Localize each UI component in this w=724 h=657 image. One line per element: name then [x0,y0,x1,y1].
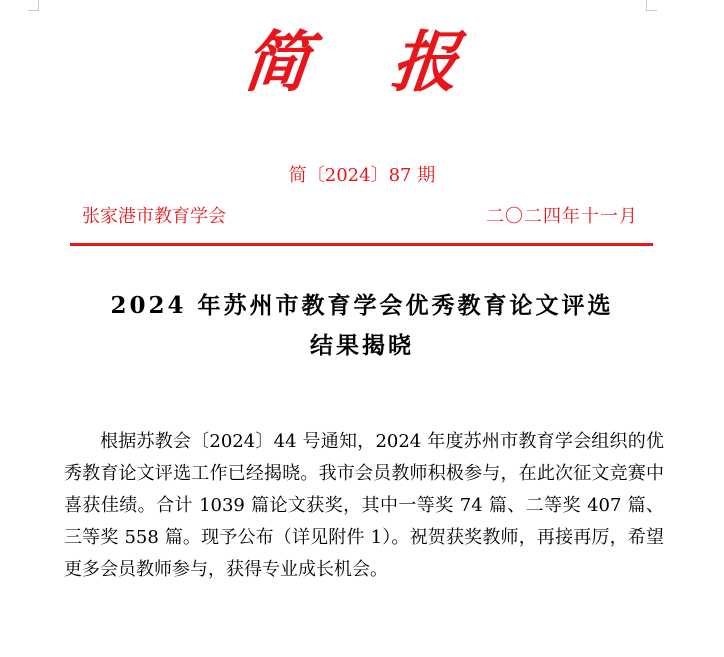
page-corner-mark-left [28,0,39,11]
article-title-line-1: 2024 年苏州市教育学会优秀教育论文评选 [110,292,614,319]
red-divider-rule [70,243,653,246]
article-title [60,286,664,366]
page-corner-mark-right [646,0,657,11]
issue-date: 二〇二四年十一月 [486,206,638,227]
masthead-char-1: 简 [239,23,315,101]
issue-number: 简〔2024〕87 期 [288,165,436,186]
issuing-organization: 张家港市教育学会 [82,206,226,227]
masthead [0,22,724,102]
body-paragraph: 根据苏教会〔2024〕44 号通知，2024 年度苏州市教育学会组织的优秀教育论文评选工作已经揭晓。我市会员教师积极参与，在此次征文竞赛中喜获佳绩。合计 1039 篇论文获奖，其中一等奖 74 篇、二等奖 407 篇、三等奖 558 篇。现予公布（详见附件 1）。祝贺获奖教师，再接再厉，希望更多会员教师参与，获得专业成长机会。 [64,431,664,580]
masthead-char-2: 报 [387,23,463,101]
article-title-line-2: 结果揭晓 [310,332,414,359]
